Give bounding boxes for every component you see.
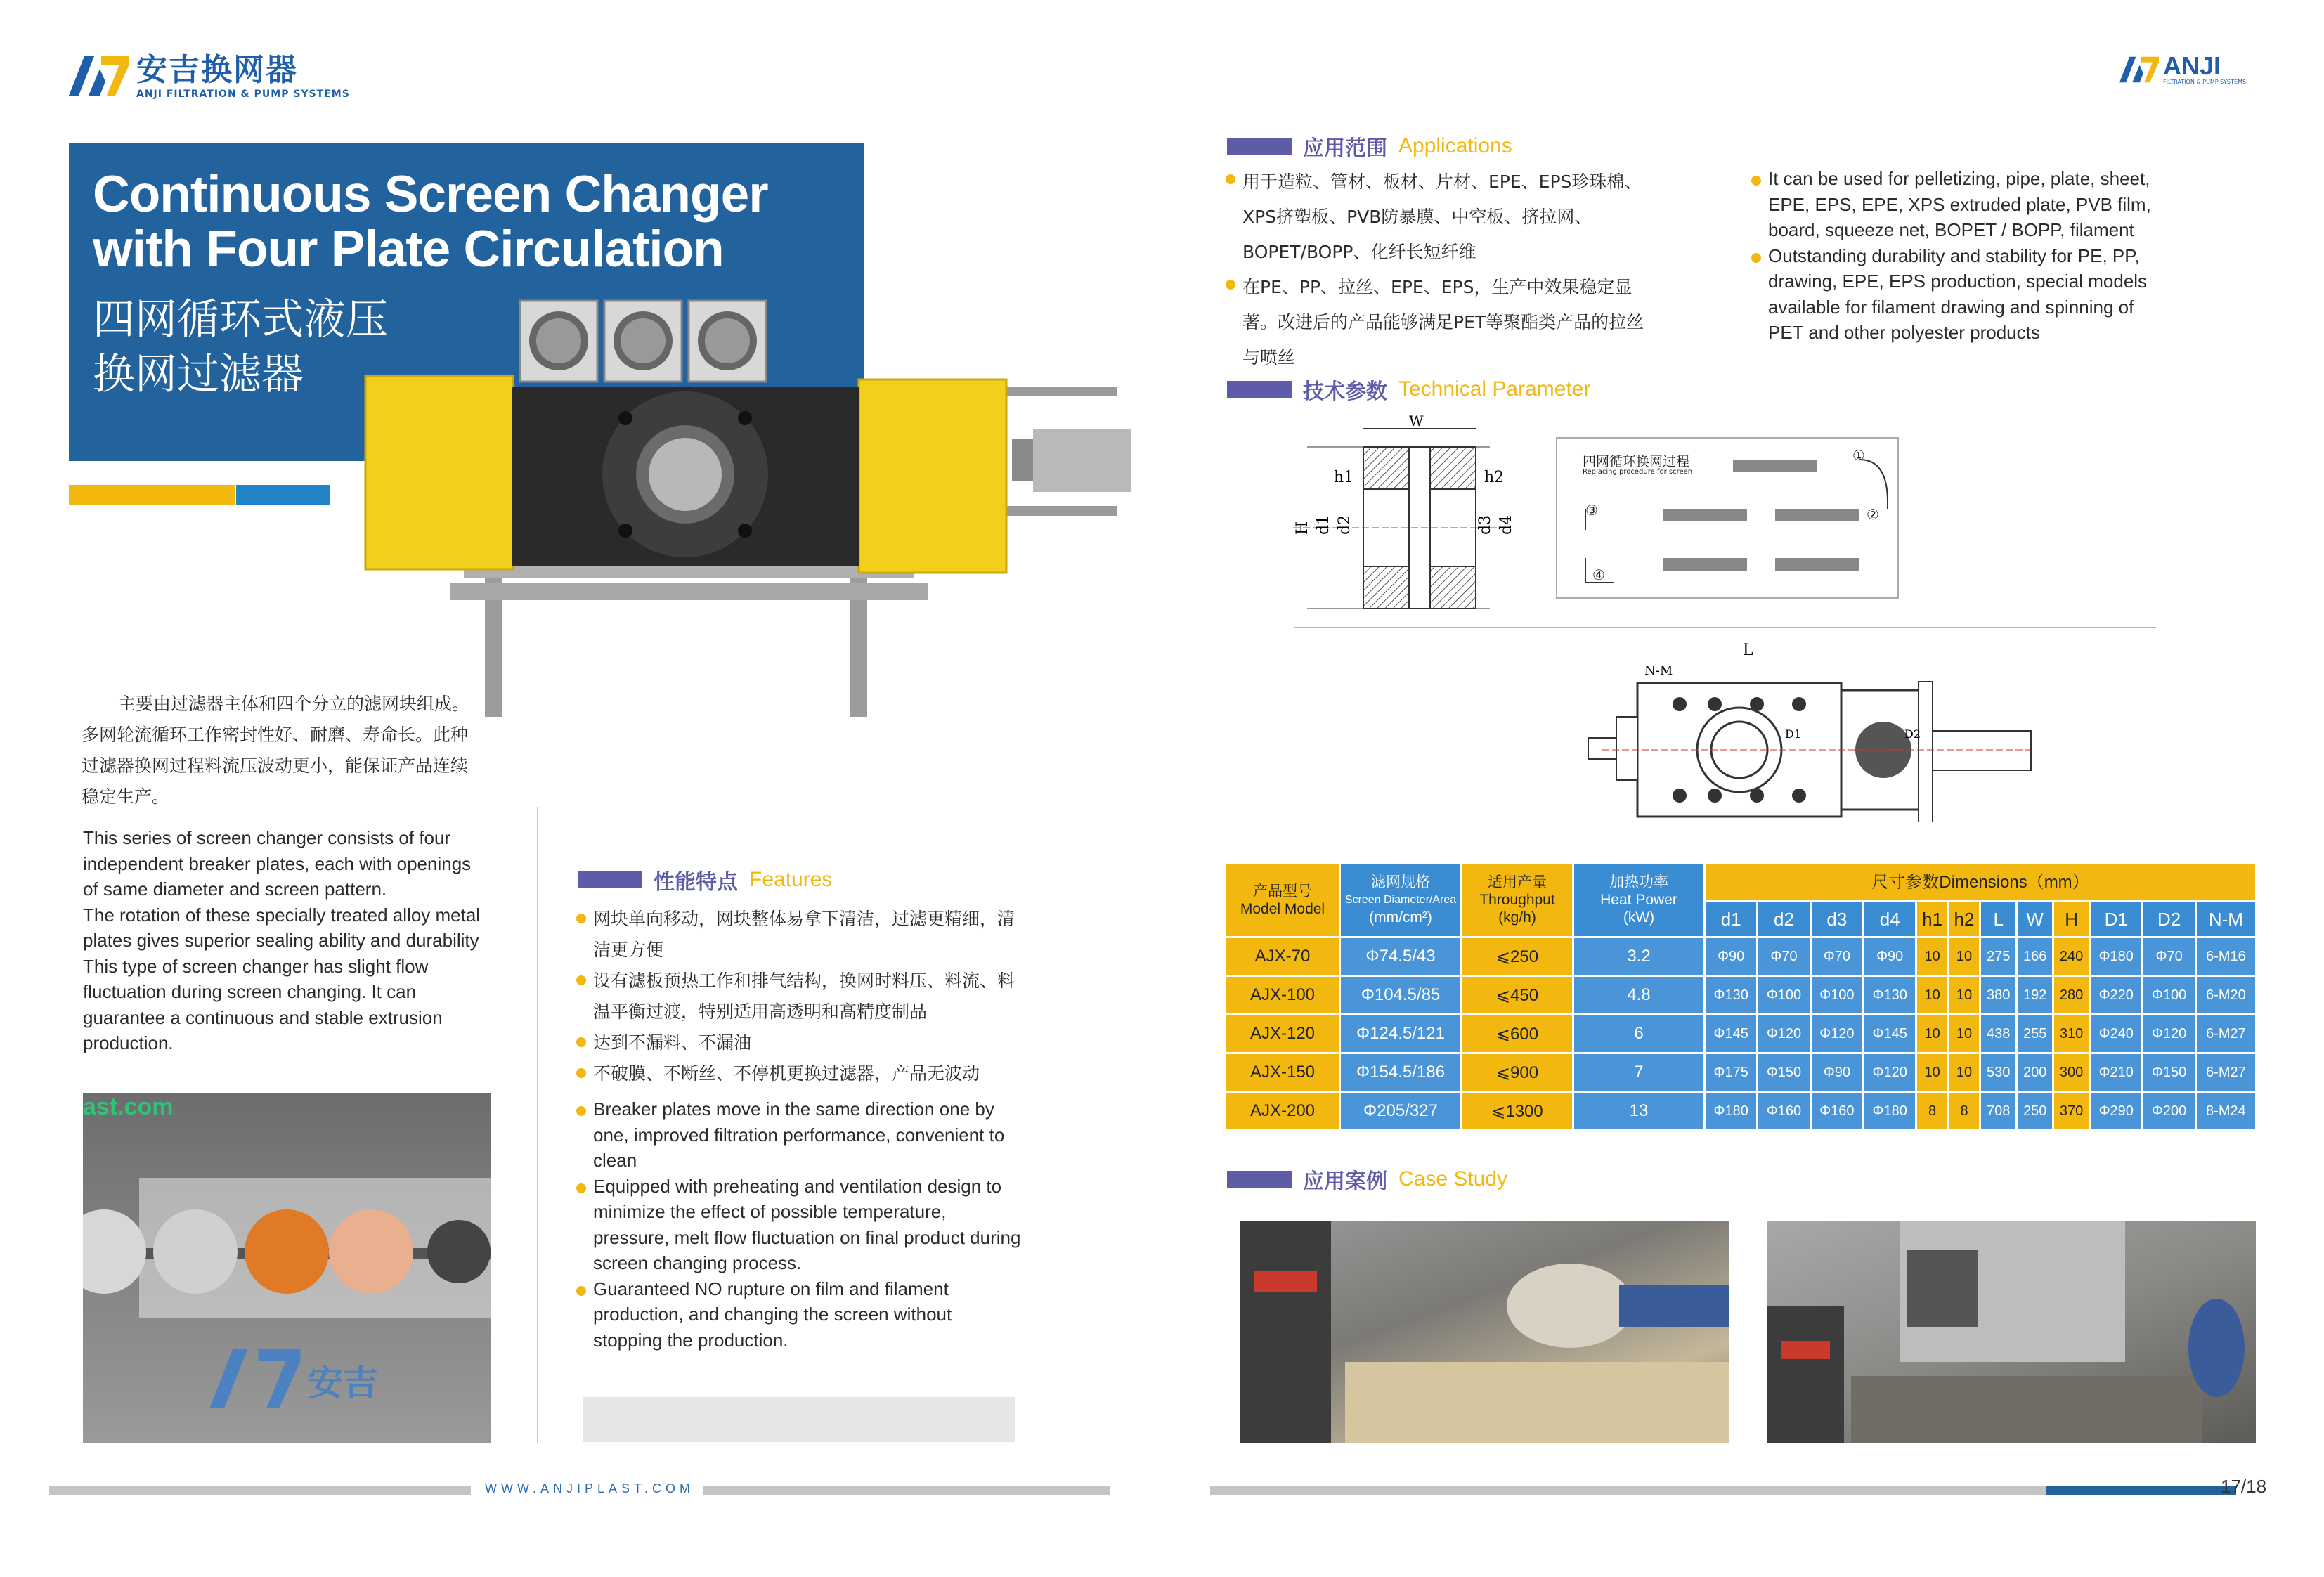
table-row — [1226, 977, 2255, 1013]
table-cell: Φ130 — [1706, 977, 1756, 1013]
screen-changer-product-image — [358, 295, 1138, 717]
dimension-col-header: d4 — [1864, 902, 1915, 936]
dim-label-h1: h1 — [1334, 469, 1354, 486]
footer-bar-accent — [2046, 1486, 2236, 1495]
table-cell: 10 — [1917, 938, 1947, 975]
case-photo-left-illustration — [1240, 1221, 1729, 1443]
footer-bar-left — [49, 1486, 471, 1495]
dimension-col-header: W — [2018, 902, 2052, 936]
technical-title-en: Technical Parameter — [1398, 377, 1591, 401]
table-header-screen — [1341, 864, 1460, 936]
intro-en-line: This type of screen changer has slight flow — [83, 955, 429, 977]
table-cell: 300 — [2054, 1054, 2089, 1091]
intro-en-line: The rotation of these specially treated alloy metal — [83, 904, 481, 926]
list-item: Guaranteed NO rupture on film and filament production, and changing the screen without stopping the production. — [575, 1276, 1025, 1354]
table-cell: Φ90 — [1864, 938, 1915, 975]
list-item: Equipped with preheating and ventilation design to minimize the effect of possible temperature, pressure, melt flow fluctuation on final product during screen changing process. — [575, 1174, 1025, 1276]
intro-cn-line: 稳定生产。 — [82, 786, 170, 807]
header-text: 产品型号 — [1253, 883, 1312, 900]
footer-bar-right — [1210, 1486, 2046, 1495]
column-divider — [537, 807, 538, 1443]
table-cell: ⩽600 — [1462, 1015, 1572, 1052]
title-cn-line1: 四网循环式液压 — [93, 295, 388, 344]
table-cell: AJX-150 — [1226, 1054, 1339, 1091]
table-cell: Φ175 — [1706, 1054, 1756, 1091]
table-cell: Φ145 — [1864, 1015, 1915, 1052]
table-cell: 10 — [1949, 1054, 1979, 1091]
applications-title-cn: 应用范围 — [1303, 136, 1387, 161]
table-cell: ⩽250 — [1462, 938, 1572, 975]
intro-en-line: plates gives superior sealing ability and durability — [83, 930, 479, 951]
render-photo — [83, 1093, 491, 1443]
table-cell: Φ160 — [1812, 1093, 1862, 1129]
table-cell: 6 — [1574, 1015, 1703, 1052]
table-cell: Φ154.5/186 — [1341, 1054, 1460, 1091]
dim-label-d3: d3 — [1476, 514, 1494, 535]
page-number: 17/18 — [2221, 1476, 2267, 1497]
table-cell: Φ160 — [1758, 1093, 1809, 1129]
list-item: 用于造粒、管材、板材、片材、EPE、EPS珍珠棉、XPS挤塑板、PVB防暴膜、中空板、挤拉网、BOPET/BOPP、化纤长短纤维 — [1224, 164, 1660, 270]
dim-label-L: L — [1743, 642, 1753, 659]
table-cell: 7 — [1574, 1054, 1703, 1091]
section-bar — [1227, 381, 1292, 398]
table-cell: 8-M24 — [2197, 1093, 2255, 1129]
title-en-line2: with Four Plate Circulation — [93, 221, 724, 278]
table-cell: 6-M27 — [2197, 1054, 2255, 1091]
table-cell: Φ70 — [1758, 938, 1809, 975]
replacing-procedure-diagram — [1556, 437, 1899, 599]
table-cell: Φ120 — [1812, 1015, 1862, 1052]
table-cell: Φ120 — [1758, 1015, 1809, 1052]
table-cell: 192 — [2018, 977, 2052, 1013]
dim-label-h2: h2 — [1484, 469, 1505, 486]
procedure-step: ③ — [1585, 502, 1598, 519]
table-cell: Φ120 — [2143, 1015, 2194, 1052]
case-study-heading — [1227, 1164, 1507, 1195]
table-cell: 438 — [1981, 1015, 2015, 1052]
render-anji-logo-icon — [209, 1346, 301, 1410]
table-cell: 708 — [1981, 1093, 2015, 1129]
anji-logo-icon — [2119, 56, 2159, 84]
table-header-dimensions: 尺寸参数Dimensions（mm） — [1706, 864, 2255, 900]
table-cell: 530 — [1981, 1054, 2015, 1091]
dim-label-nm: N-M — [1644, 663, 1673, 678]
technical-heading — [1227, 374, 1590, 405]
table-row — [1226, 1015, 2255, 1052]
table-cell: 240 — [2054, 938, 2089, 975]
table-cell: 275 — [1981, 938, 2015, 975]
table-cell: 370 — [2054, 1093, 2089, 1129]
intro-en-line: production. — [83, 1032, 174, 1053]
table-cell: Φ145 — [1706, 1015, 1756, 1052]
technical-title-cn: 技术参数 — [1303, 379, 1387, 404]
table-cell: 8 — [1917, 1093, 1947, 1129]
table-cell: Φ100 — [2143, 977, 2194, 1013]
section-bar — [1227, 138, 1292, 155]
procedure-step: ④ — [1592, 566, 1605, 583]
list-item: Outstanding durability and stability for PE, PP, drawing, EPE, EPS production, special models available for filament drawing and spinning of PET and other polyester products — [1750, 243, 2172, 346]
table-cell: Φ90 — [1812, 1054, 1862, 1091]
header-text: Model Model — [1240, 900, 1325, 917]
table-cell: 10 — [1917, 1015, 1947, 1052]
brand-logo-left — [69, 52, 350, 100]
table-cell: Φ200 — [2143, 1093, 2194, 1129]
applications-en-list — [1750, 166, 2172, 346]
case-photo-right — [1767, 1221, 2256, 1443]
table-row — [1226, 938, 2255, 975]
table-cell: Φ90 — [1706, 938, 1756, 975]
table-cell: ⩽450 — [1462, 977, 1572, 1013]
procedure-step: ② — [1867, 506, 1879, 523]
brand-logo-right — [2119, 53, 2246, 85]
features-en-list — [575, 1096, 1025, 1353]
table-cell: Φ205/327 — [1341, 1093, 1460, 1129]
case-title-en: Case Study — [1398, 1167, 1508, 1190]
dimension-col-header: H — [2054, 902, 2089, 936]
header-text: 滤网规格 — [1371, 874, 1430, 890]
table-cell: AJX-70 — [1226, 938, 1339, 975]
dimension-col-header: d2 — [1758, 902, 1809, 936]
footer-url: WWW.ANJIPLAST.COM — [485, 1481, 695, 1495]
spec-table-body — [1226, 938, 2255, 1129]
brand-name-en: ANJI FILTRATION & PUMP SYSTEMS — [136, 89, 350, 100]
dimension-col-header: d1 — [1706, 902, 1756, 936]
table-cell: 10 — [1917, 977, 1947, 1013]
header-text: Screen Diameter/Area — [1344, 894, 1457, 906]
case-title-cn: 应用案例 — [1303, 1169, 1387, 1194]
table-cell: Φ180 — [1706, 1093, 1756, 1129]
table-cell: Φ150 — [2143, 1054, 2194, 1091]
header-text: (mm/cm²) — [1369, 909, 1432, 926]
dim-label-D1: D1 — [1785, 727, 1802, 741]
table-cell: AJX-100 — [1226, 977, 1339, 1013]
table-cell: Φ74.5/43 — [1341, 938, 1460, 975]
list-item: 网块单向移动，网块整体易拿下清洁，过滤更精细，清洁更方便 — [575, 904, 1025, 966]
dimension-col-header: L — [1981, 902, 2015, 936]
table-cell: Φ290 — [2091, 1093, 2141, 1129]
render-watermark: ast.com — [83, 1093, 174, 1120]
list-item: 达到不漏料、不漏油 — [575, 1027, 1025, 1058]
intro-cn-line: 过滤器换网过程料流压波动更小，能保证产品连续 — [82, 755, 469, 776]
intro-en-line: of same diameter and screen pattern. — [83, 878, 387, 900]
header-text: (kW) — [1623, 909, 1655, 926]
table-cell: Φ104.5/85 — [1341, 977, 1460, 1013]
header-text: (kg/h) — [1498, 909, 1536, 926]
header-text: Heat Power — [1600, 892, 1677, 908]
table-cell: Φ124.5/121 — [1341, 1015, 1460, 1052]
dimension-col-header: D1 — [2091, 902, 2141, 936]
applications-heading — [1227, 131, 1512, 162]
accent-stripe-yellow — [69, 485, 235, 505]
table-cell: Φ150 — [1758, 1054, 1809, 1091]
table-row — [1226, 1054, 2255, 1091]
dim-label-d2: d2 — [1336, 514, 1353, 535]
table-cell: 380 — [1981, 977, 2015, 1013]
dim-label-d1: d1 — [1315, 514, 1332, 535]
title-en-line1: Continuous Screen Changer — [93, 166, 768, 223]
section-bar — [1227, 1171, 1292, 1188]
procedure-title-en: Replacing procedure for screen — [1583, 468, 1693, 476]
intro-cn-line: 主要由过滤器主体和四个分立的滤网块组成。 — [118, 694, 470, 714]
dimension-col-header: h1 — [1917, 902, 1947, 936]
title-cn-line2: 换网过滤器 — [93, 350, 304, 399]
table-cell: 250 — [2018, 1093, 2052, 1129]
cross-section-diagram — [1279, 412, 1518, 616]
brand-right-name: ANJI — [2163, 51, 2221, 80]
front-view-diagram — [1574, 640, 2038, 822]
intro-en — [83, 825, 540, 1056]
dim-label-w: W — [1409, 413, 1424, 429]
features-title-en: Features — [749, 868, 833, 891]
dim-label-D2: D2 — [1904, 727, 1921, 741]
features-footer-block — [583, 1397, 1015, 1442]
dimension-col-header: h2 — [1949, 902, 1979, 936]
table-cell: 255 — [2018, 1015, 2052, 1052]
table-cell: 6-M27 — [2197, 1015, 2255, 1052]
table-cell: 200 — [2018, 1054, 2052, 1091]
table-header-model — [1226, 864, 1339, 936]
intro-en-line: independent breaker plates, each with openings — [83, 852, 472, 874]
table-cell: Φ100 — [1812, 977, 1862, 1013]
table-cell: 10 — [1949, 938, 1979, 975]
table-cell: 3.2 — [1574, 938, 1703, 975]
table-cell: Φ70 — [2143, 938, 2194, 975]
dim-label-H: H — [1294, 521, 1311, 535]
procedure-arrows — [1557, 439, 1900, 600]
anji-logo-icon — [69, 55, 129, 97]
table-header-heat — [1574, 864, 1703, 936]
case-photo-right-illustration — [1767, 1221, 2256, 1443]
brand-name-cn: 安吉换网器 — [136, 52, 298, 88]
case-photo-left — [1240, 1221, 1729, 1443]
spec-table — [1224, 862, 2257, 1131]
table-cell: Φ120 — [1864, 1054, 1915, 1091]
features-cn-list — [575, 904, 1025, 1089]
table-cell: 13 — [1574, 1093, 1703, 1129]
table-cell: 10 — [1949, 977, 1979, 1013]
procedure-step: ① — [1852, 447, 1865, 464]
dimension-col-header: d3 — [1812, 902, 1862, 936]
table-cell: Φ130 — [1864, 977, 1915, 1013]
dimension-col-header: N-M — [2197, 902, 2255, 936]
table-cell: 166 — [2018, 938, 2052, 975]
table-cell: 6-M16 — [2197, 938, 2255, 975]
intro-cn-line: 多网轮流循环工作密封性好、耐磨、寿命长。此种 — [82, 725, 469, 745]
procedure-title-cn: 四网循环换网过程 — [1583, 454, 1690, 469]
intro-en-line: guarantee a continuous and stable extrusion — [83, 1006, 443, 1028]
table-cell: 8 — [1949, 1093, 1979, 1129]
table-cell: ⩽1300 — [1462, 1093, 1572, 1129]
table-cell: Φ240 — [2091, 1015, 2141, 1052]
intro-en-line: fluctuation during screen changing. It can — [83, 981, 417, 1002]
table-cell: 10 — [1917, 1054, 1947, 1091]
accent-stripe-blue — [236, 485, 330, 505]
footer-bar-mid — [703, 1486, 1110, 1495]
table-row — [1226, 1093, 2255, 1129]
section-bar — [578, 871, 642, 888]
table-cell: ⩽900 — [1462, 1054, 1572, 1091]
table-cell: Φ180 — [1864, 1093, 1915, 1129]
table-cell: 6-M20 — [2197, 977, 2255, 1013]
dim-label-d4: d4 — [1498, 514, 1515, 535]
header-text: 加热功率 — [1609, 874, 1668, 890]
features-heading — [578, 864, 832, 895]
table-cell: 310 — [2054, 1015, 2089, 1052]
render-logo-cn: 安吉 — [308, 1363, 378, 1403]
list-item: 不破膜、不断丝、不停机更换过滤器，产品无波动 — [575, 1058, 1025, 1089]
table-cell: AJX-200 — [1226, 1093, 1339, 1129]
dimension-col-header: D2 — [2143, 902, 2194, 936]
header-text: 适用产量 — [1488, 874, 1547, 890]
render-illustration — [83, 1164, 491, 1346]
table-cell: 280 — [2054, 977, 2089, 1013]
applications-title-en: Applications — [1398, 134, 1512, 157]
table-cell: Φ210 — [2091, 1054, 2141, 1091]
list-item: It can be used for pelletizing, pipe, plate, sheet, EPE, EPS, EPE, XPS extruded plate, PVB film, board, squeeze net, BOPET / BOPP, filament — [1750, 166, 2172, 243]
intro-en-line: This series of screen changer consists of four — [83, 827, 451, 848]
list-item: Breaker plates move in the same direction one by one, improved filtration performance, convenient to clean — [575, 1096, 1025, 1174]
intro-cn — [82, 689, 531, 812]
features-title-cn: 性能特点 — [654, 870, 738, 895]
table-cell: 10 — [1949, 1015, 1979, 1052]
table-cell: Φ100 — [1758, 977, 1809, 1013]
table-cell: Φ220 — [2091, 977, 2141, 1013]
table-cell: Φ180 — [2091, 938, 2141, 975]
table-cell: 4.8 — [1574, 977, 1703, 1013]
brand-right-sub: FILTRATION & PUMP SYSTEMS — [2163, 79, 2247, 85]
table-cell: AJX-120 — [1226, 1015, 1339, 1052]
list-item: 在PE、PP、拉丝、EPE、EPS，生产中效果稳定显著。改进后的产品能够满足PET等聚酯类产品的拉丝与喷丝 — [1224, 270, 1660, 375]
table-header-throughput — [1462, 864, 1572, 936]
applications-cn-list — [1224, 164, 1660, 375]
table-cell: Φ70 — [1812, 938, 1862, 975]
header-text: Throughput — [1479, 892, 1555, 908]
list-item: 设有滤板预热工作和排气结构，换网时料压、料流、料温平衡过渡，特别适用高透明和高精度制品 — [575, 966, 1025, 1027]
yellow-divider — [1294, 627, 2156, 628]
